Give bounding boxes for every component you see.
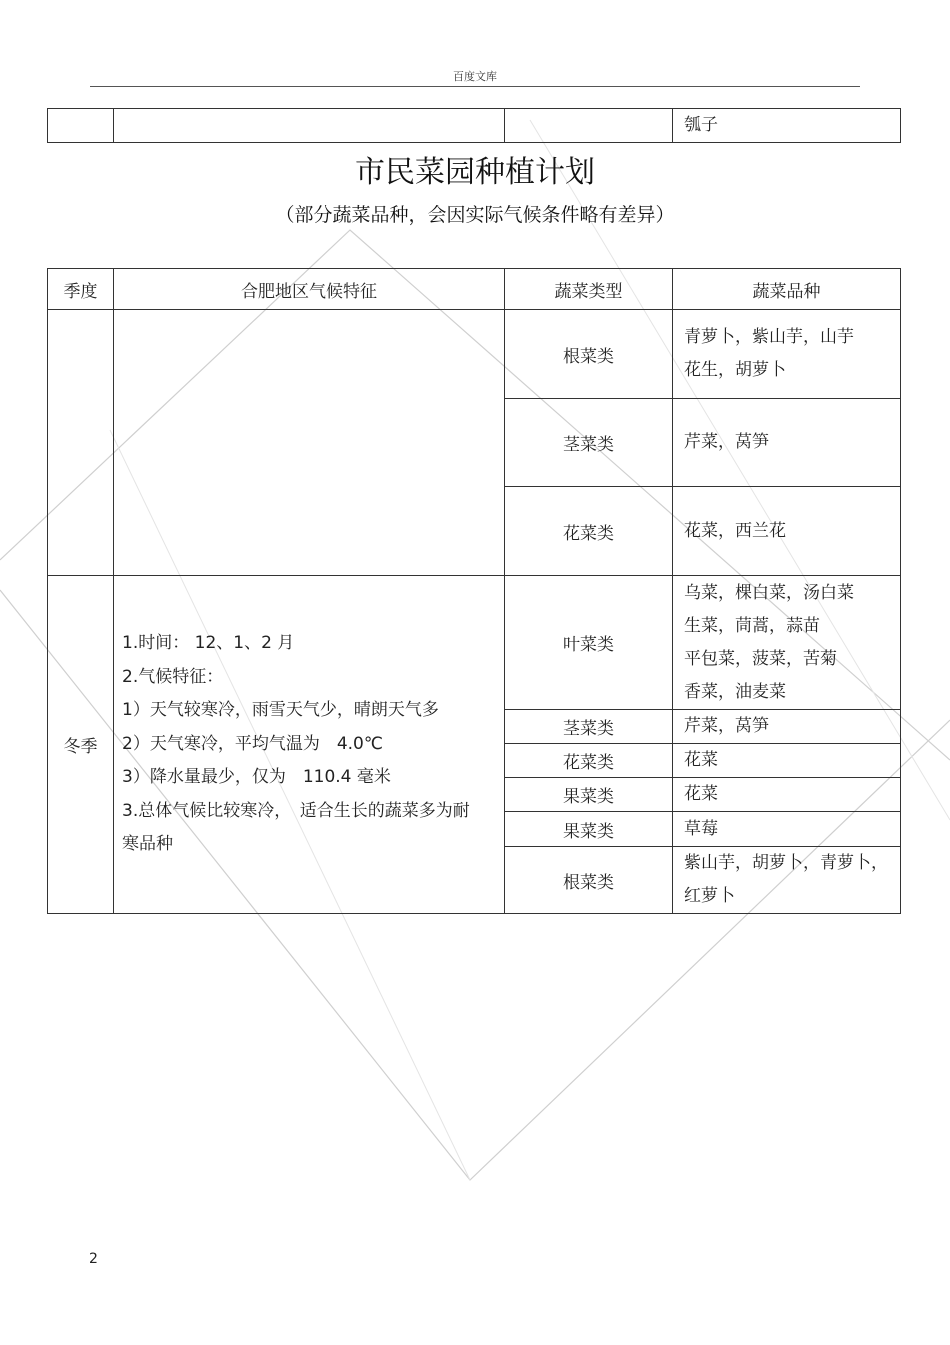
page-number: 2: [89, 1251, 98, 1267]
vegetable-type-cell: 花菜类: [505, 487, 673, 576]
vegetable-kinds-cell: [673, 847, 901, 914]
vegetable-type-cell: 茎菜类: [505, 399, 673, 487]
kinds-line: 生菜，茼蒿，蒜苗: [684, 615, 820, 636]
vegetable-type-cell: 根菜类: [505, 847, 673, 914]
table-row: [48, 310, 901, 399]
kinds-line: 花生，胡萝卜: [684, 360, 786, 380]
kinds-line: 红萝卜: [684, 886, 735, 906]
vegetable-type-cell: 根菜类: [505, 310, 673, 399]
climate-cell: [114, 310, 505, 576]
empty-cell: [48, 109, 114, 143]
climate-line: 3.总体气候比较寒冷， 适合生长的蔬菜多为耐: [122, 800, 470, 821]
vegetable-kinds-cell: 瓠子: [673, 109, 901, 143]
vegetable-kinds-cell: [673, 487, 901, 576]
vegetable-kinds-cell: [673, 399, 901, 487]
climate-line: 1.时间： 12、1、2 月: [122, 633, 295, 654]
climate-line: 1）天气较寒冷，雨雪天气少，晴朗天气多: [122, 700, 439, 721]
vegetable-kinds-cell: 草莓: [673, 812, 901, 847]
page-subtitle: （部分蔬菜品种，会因实际气候条件略有差异）: [275, 204, 675, 226]
page-title: 市民菜园种植计划: [355, 155, 595, 190]
type-header: 蔬菜类型: [505, 269, 673, 310]
climate-line: 寒品种: [122, 834, 173, 855]
header-divider: [90, 86, 860, 87]
season-cell: 冬季: [48, 576, 114, 914]
table-header-row: [48, 269, 901, 310]
climate-cell: [114, 576, 505, 914]
vegetable-type-cell: 花菜类: [505, 744, 673, 778]
continuation-table: [47, 108, 901, 143]
climate-line: 2）天气寒冷，平均气温为 4.0℃: [122, 733, 383, 754]
vegetable-kinds-cell: [673, 576, 901, 710]
table-row: [48, 576, 901, 710]
vegetable-kinds-cell: [673, 310, 901, 399]
vegetable-type-cell: 果菜类: [505, 778, 673, 812]
kinds-line: 平包菜，菠菜，苦菊: [684, 648, 837, 669]
vegetable-type-cell: 茎菜类: [505, 710, 673, 744]
kinds-line: 紫山芋，胡萝卜，青萝卜，: [684, 853, 888, 873]
kinds-header: 蔬菜品种: [673, 269, 901, 310]
kinds-line: 芹菜，莴笋: [684, 432, 769, 452]
header-title: 百度文库: [453, 70, 497, 83]
table-row: [48, 109, 901, 143]
season-cell: [48, 310, 114, 576]
vegetable-kinds-cell: 花菜: [673, 778, 901, 812]
climate-line: 3）降水量最少，仅为 110.4 毫米: [122, 767, 391, 788]
kinds-line: 青萝卜，紫山芋，山芋: [684, 327, 854, 347]
kinds-line: 花菜，西兰花: [684, 520, 786, 541]
kinds-line: 乌菜，棵白菜，汤白菜: [684, 582, 854, 603]
planting-plan-table: [47, 268, 901, 914]
season-header: 季度: [48, 269, 114, 310]
vegetable-type-cell: 果菜类: [505, 812, 673, 847]
vegetable-type-cell: 叶菜类: [505, 576, 673, 710]
vegetable-kinds-cell: 花菜: [673, 744, 901, 778]
empty-cell: [505, 109, 673, 143]
kinds-line: 香菜，油麦菜: [684, 681, 786, 702]
climate-header: 合肥地区气候特征: [114, 269, 505, 310]
vegetable-kinds-cell: 芹菜，莴笋: [673, 710, 901, 744]
climate-line: 2.气候特征：: [122, 666, 224, 687]
empty-cell: [114, 109, 505, 143]
